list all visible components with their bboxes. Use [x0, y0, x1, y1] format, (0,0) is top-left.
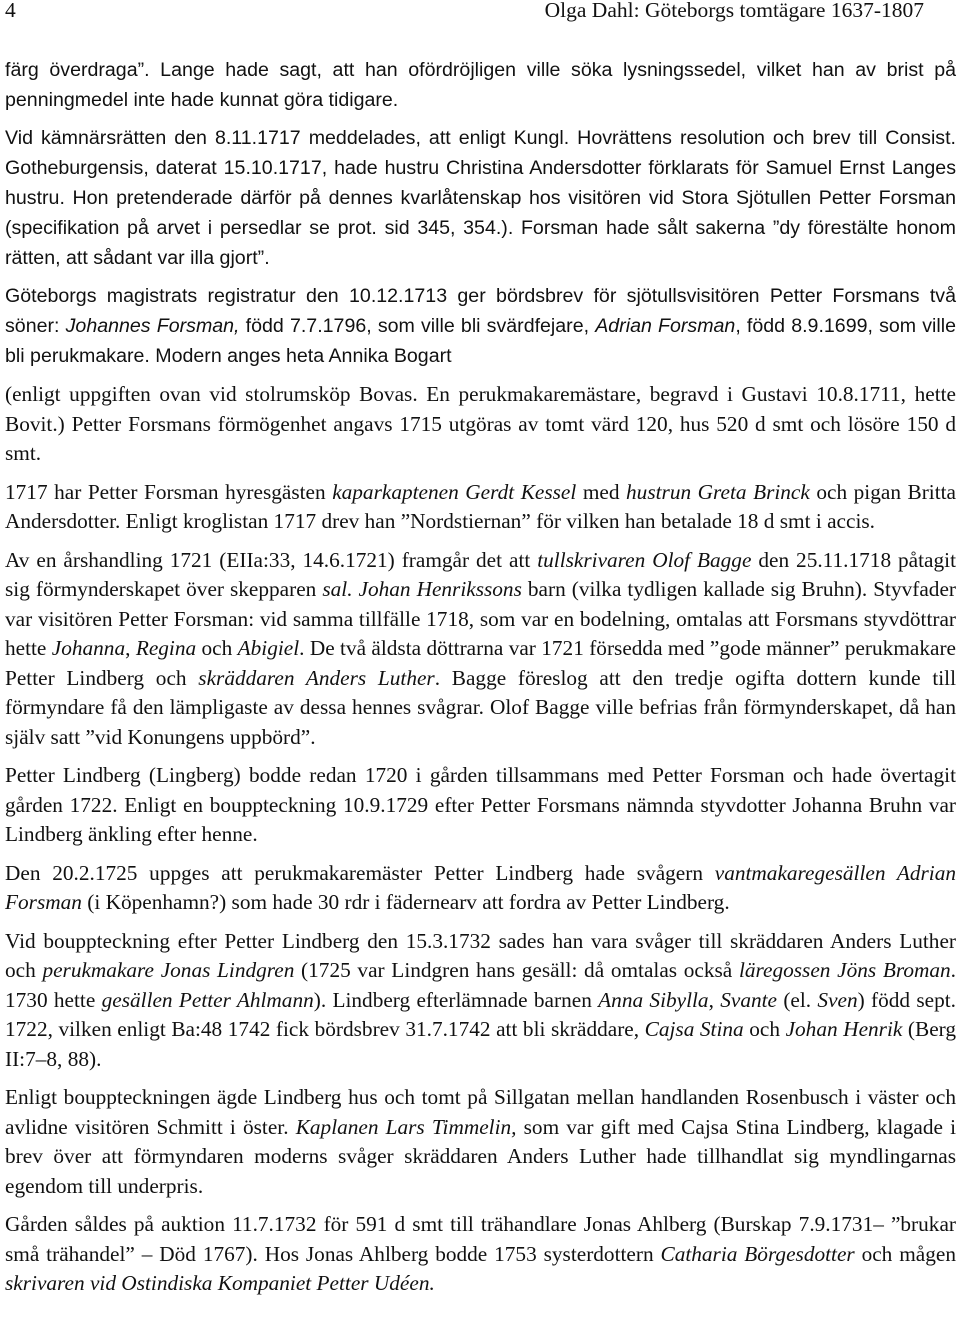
text-run: ) född sept. 1722, vilken enligt Ba:48 1742 fick bördsbrev 31.7.1742 att bli skräddare, [5, 987, 956, 1041]
text-run: född 7.7.1796, som ville bli svärdfejare, [239, 315, 596, 337]
italic-text: Johanna [51, 636, 126, 660]
italic-text: Svante [720, 987, 778, 1012]
italic-text: kaparkaptenen Gerdt Kessel [332, 479, 577, 504]
text-run: Göteborgs magistrats registratur den 10.12.1713 ger bördsbrev för sjötullsvisitören Petter Forsmans två söner: [5, 285, 956, 337]
italic-text: skrivaren vid Ostindiska Kompaniet Petter Udéen. [5, 1271, 435, 1295]
text-run: färg överdraga”. Lange hade sagt, att han ofördröjligen ville söka lysningssedel, vilket han av brist på penningmedel inte hade kunnat göra tidigare. [5, 59, 956, 111]
italic-text: skräddaren Anders Luther [198, 665, 435, 690]
italic-text: Abigiel [237, 636, 300, 660]
paragraph [5, 927, 956, 1075]
text-run: ). Lindberg efterlämnade barnen [313, 987, 599, 1012]
text-run: (i Köpenhamn?) som hade 30 rdr i fädernearv att fordra av Petter Lindberg. [81, 890, 730, 914]
text-run: den 25.11.1718 påtagit sig förmynderskapet över skepparen [5, 547, 956, 601]
italic-text: sal. Johan Henrikssons [322, 577, 522, 601]
text-run: och mågen [854, 1241, 956, 1266]
italic-text: perukmakare Jonas Lindgren [42, 958, 295, 982]
paragraph [5, 1083, 956, 1201]
paragraph [5, 1210, 956, 1299]
paragraph [5, 761, 956, 850]
text-run: Vid bouppteckning efter Petter Lindberg den 15.3.1732 sades han vara svåger till skräddaren Anders Luther och [5, 928, 956, 982]
running-title: Olga Dahl: Göteborgs tomtägare 1637-1807 [544, 0, 924, 22]
text-run: (Berg II:7–8, 88). [5, 1017, 956, 1071]
text-run: som var gift med Cajsa Stina Lindberg, klagade i brev över att förmyndaren moderns svåger skräddaren Anders Luther hade tillhandlat sig myndlingarnas egendom till underpris. [5, 1114, 956, 1198]
text-run: och [743, 1017, 786, 1041]
text-run: . 1730 hette [5, 958, 956, 1012]
italic-text: Adrian Forsman [595, 315, 736, 337]
text-run: med [576, 479, 627, 504]
italic-text: gesällen Petter Ahlmann [101, 987, 314, 1012]
paragraph [5, 546, 956, 753]
italic-text: Catharia Börgesdotter [660, 1241, 855, 1266]
text-run: Enligt bouppteckningen ägde Lindberg hus och tomt på Sillgatan mellan handlanden Rosenbusch i väster och avlidne visitören Schmitt i öster. [5, 1085, 956, 1139]
text-run: , [125, 636, 136, 660]
italic-text: vantmakaregesällen Adrian Forsman [5, 860, 956, 914]
paragraph [5, 281, 956, 371]
text-run: Den 20.2.1725 uppges att perukmakaremäster Petter Lindberg hade svågern [5, 860, 715, 885]
text-run: Petter Lindberg (Lingberg) bodde redan 1720 i gården tillsammans med Petter Forsman och hade övertagit gården 1722. Enligt en bouppteckning 10.9.1729 efter Petter Forsmans nämnda styvdotter Johanna Bruhn var Lindberg änkling efter henne. [5, 763, 956, 846]
italic-text: Kaplanen Lars Timmelin, [295, 1114, 517, 1139]
italic-text: Sven [817, 987, 858, 1012]
text-run: , [708, 987, 721, 1012]
text-run: Av en årshandling 1721 (EIIa:33, 14.6.1721) framgår det att [5, 547, 538, 572]
text-run: och pigan Britta Andersdotter. Enligt kroglistan 1717 drev han ”Nordstiernan” för vilken han betalade 18 d smt i accis. [5, 479, 956, 533]
paragraph [5, 859, 956, 918]
text-run: 1717 har Petter Forsman hyresgästen [5, 479, 333, 504]
text-run: (enligt uppgiften ovan vid stolrumsköp Bovas. En perukmakaremästare, begravd i Gustavi 10.8.1711, hette Bovit.) Petter Forsmans förmögenhet angavs 1715 utgöras av tomt värd 120, hus 520 d smt och lösöre 150 d smt. [5, 382, 956, 465]
italic-text: Regina [135, 636, 197, 660]
text-run: barn (vilka tydligen kallade sig Bruhn). Styvfader var visitören Petter Forsman: vid samma tillfälle 1718, som var en bodelning, omtalas att Forsmans styvdöttrar hette [5, 577, 956, 660]
paragraph [5, 55, 956, 115]
body-text [5, 55, 956, 1299]
italic-text: Anna Sibylla [598, 987, 709, 1012]
italic-text: tullskrivaren Olof Bagge [537, 547, 752, 572]
italic-text: Johannes Forsman, [65, 315, 240, 337]
text-run: (el. [777, 987, 818, 1012]
text-run: , född 8.9.1699, som ville bli perukmakare. Modern anges heta Annika Bogart [5, 315, 957, 367]
page-header [5, 0, 924, 28]
text-run: Gården såldes på auktion 11.7.1732 för 591 d smt till trähandlare Jonas Ahlberg (Burskap 7.9.1731– ”brukar små trähandel” – Död 1767). Hos Jonas Ahlberg bodde 1753 systerdottern [5, 1212, 956, 1266]
text-run: Vid kämnärsrätten den 8.11.1717 meddelades, att enligt Kungl. Hovrättens resolution och brev till Consist. Gotheburgensis, daterat 15.10.1717, hade hustru Christina Andersdotter förklarats för Samuel Ernst Langes hustru. Hon pretenderade därför på dennes kvarlåtenskap hos visitören vid Stora Sjötullen Petter Forsman (specifikation på arvet i persedlar se prot. sid 345, 354.). Forsman hade sålt sakerna ”dy förestälte honom rätten, att sådant var illa gjort”. [5, 127, 956, 269]
page-number: 4 [5, 0, 16, 22]
text-run: (1725 var Lindgren hans gesäll: då omtalas också [294, 958, 739, 982]
italic-text: Cajsa Stina [644, 1017, 744, 1041]
paragraph [5, 478, 956, 537]
text-run: och [196, 636, 238, 660]
italic-text: läregossen Jöns Broman [738, 958, 951, 982]
text-run: . De två äldsta döttrarna var 1721 försedda med ”gode männer” perukmakare Petter Lindberg och [5, 636, 956, 690]
italic-text: Johan Henrik [785, 1017, 903, 1041]
text-run: . Bagge föreslog att den tredje ogifta dottern kunde till förmyndare få den lämpligaste av dessa hennes svågrar. Olof Bagge ville befrias från förmynderskapet, då han själv satt ”vid Konungens uppbörd”. [5, 665, 956, 749]
paragraph [5, 380, 956, 469]
italic-text: hustrun Greta Brinck [626, 479, 810, 504]
paragraph [5, 123, 956, 273]
